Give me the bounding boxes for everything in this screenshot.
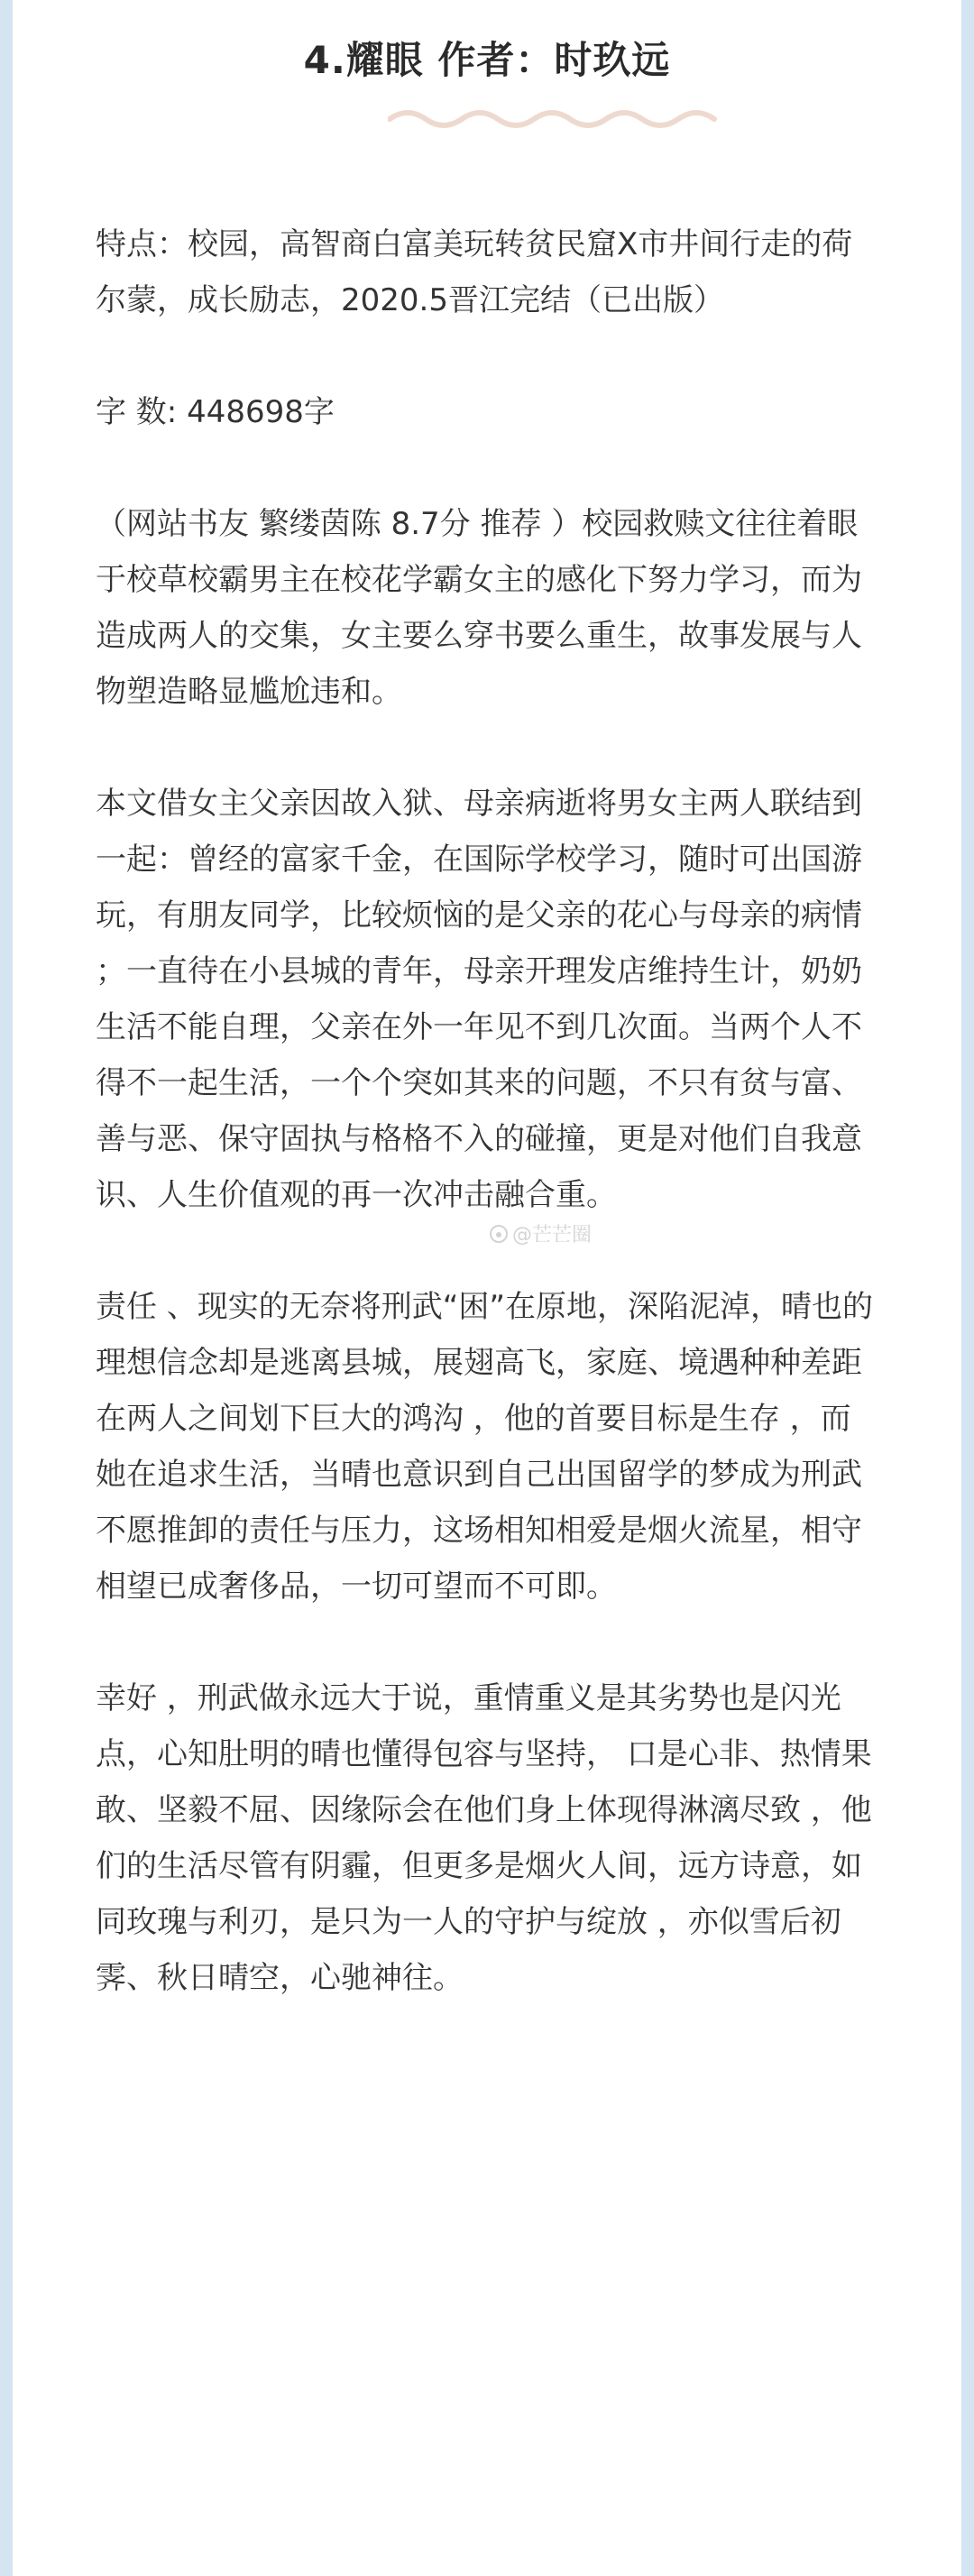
wave-divider-icon <box>388 103 726 130</box>
right-border-strip <box>961 0 974 2576</box>
article-body <box>96 216 880 2062</box>
weibo-icon <box>489 1224 509 1244</box>
review-paragraph-1: （网站书友 繁缕茵陈 8.7分 推荐 ）校园救赎文往往着眼于校草校霸男主在校花学霸女主的感化下努力学习，而为造成两人的交集，女主要么穿书要么重生，故事发展与人物塑造略显尴尬违和。 <box>96 506 862 710</box>
word-count: 字 数: 448698字 <box>96 394 335 430</box>
watermark-text: @芒芒圈 <box>512 1224 593 1247</box>
review-paragraph-2: 本文借女主父亲因故入狱、母亲病逝将男女主两人联结到一起：曾经的富家千金，在国际学校学习，随时可出国游玩，有朋友同学，比较烦恼的是父亲的花心与母亲的病情 ；一直待在小县城的青年，母亲开理发店维持生计，奶奶生活不能自理，父亲在外一年见不到几次面。当两个人不得不一起生活，一个个突如其来的问题，不只有贫与富、善与恶、保守固执与格格不入的碰撞，更是对他们自我意识、人生价值观的再一次冲击融合重。 <box>96 786 862 1213</box>
left-border-strip <box>0 0 13 2576</box>
review-paragraph-4: 幸好 ，刑武做永远大于说，重情重义是其劣势也是闪光点，心知肚明的晴也懂得包容与坚持， 口是心非、热情果敢、坚毅不屈、因缘际会在他们身上体现得淋漓尽致 ，他们的生活尽管有阴霾，但更多是烟火人间，远方诗意，如同玫瑰与利刃，是只为一人的守护与绽放 ，亦似雪后初霁、秋日晴空，心驰神往。 <box>96 1680 872 1996</box>
article-title: 4.耀眼 作者：时玖远 <box>303 38 671 82</box>
watermark <box>489 1219 592 1247</box>
review-paragraph-3: 责任 、现实的无奈将刑武“困”在原地，深陷泥淖，晴也的理想信念却是逃离县城，展翅高飞，家庭、境遇种种差距在两人之间划下巨大的鸿沟 ，他的首要目标是生存 ，而她在追求生活，当晴也意识到自己出国留学的梦成为刑武不愿推卸的责任与压力，这场相知相爱是烟火流星，相守相望已成奢侈品，一切可望而不可即。 <box>96 1289 874 1605</box>
features-paragraph: 特点：校园，高智商白富美玩转贫民窟X市井间行走的荷尔蒙，成长励志，2020.5晋江完结（已出版） <box>96 226 853 318</box>
article-header <box>0 31 974 85</box>
